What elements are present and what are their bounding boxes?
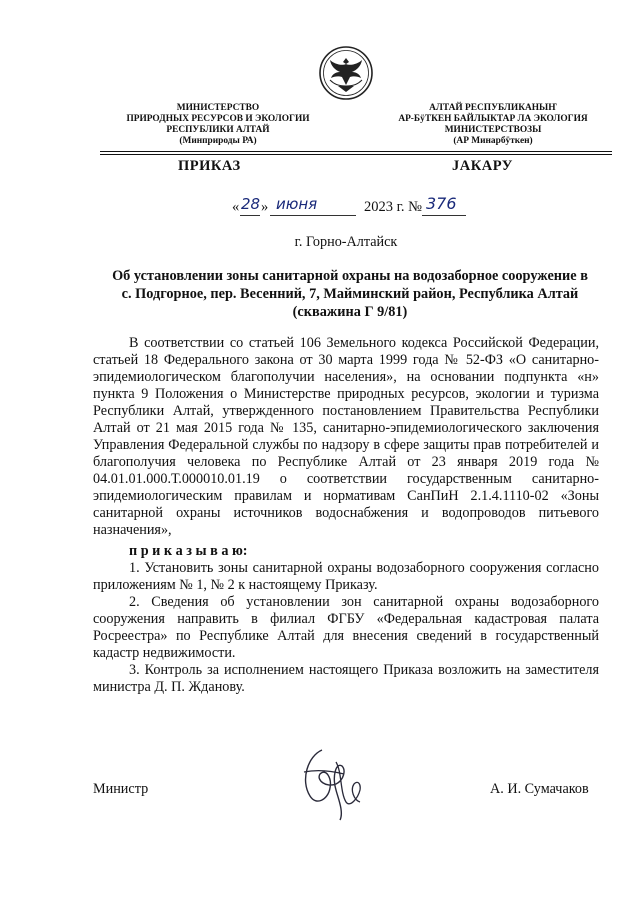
date-year: 2023 г. №: [364, 199, 423, 215]
header-left-line3: РЕСПУБЛИКИ АЛТАЙ: [166, 125, 270, 135]
date-day-underline: [240, 215, 260, 216]
header-right-line3: МИНИСТЕРСТВОЗЫ: [444, 125, 542, 135]
date-open-quote: «: [232, 199, 240, 215]
header-left-line1: МИНИСТЕРСТВО: [176, 103, 260, 113]
title-line2: с. Подгорное, пер. Весенний, 7, Майминский район, Республика Алтай: [121, 286, 579, 302]
date-month: июня: [276, 195, 318, 213]
preamble-paragraph: В соответствии со статьей 106 Земельного кодекса Российской Федерации, статьей 18 Федерального закона от 30 марта 1999 года № 52-ФЗ «О санитарно-эпидемиологическом благополучии населения», на основании подпункта «н» пункта 9 Положения о Министерстве природных ресурсов, экологии и туризма Республики Алтай, утвержденного постановлением Правительства Республики Алтай от 21 мая 2015 года № 135, санитарно-эпидемиологического заключения Управления Федеральной службы по надзору в сфере защиты прав потребителей и благополучия человека по Республике Алтай от 23 января 2019 года № 04.01.01.000.Т.000010.01.19 о соответствии государственным санитарно-эпидемиологическим правилам и нормативам СанПиН 2.1.4.1110-02 «Зоны санитарной охраны источников водоснабжения и водопроводов питьевого назначения»,: [93, 335, 599, 538]
date-close-quote: »: [261, 199, 269, 215]
order-word: п р и к а з ы в а ю:: [129, 543, 248, 559]
signatory-position: Министр: [93, 781, 149, 797]
item-3: 3. Контроль за исполнением настоящего Приказа возложить на заместителя министра Д. П. Жданову.: [93, 662, 599, 695]
date-line: [232, 194, 512, 218]
date-day: 28: [241, 195, 261, 213]
handwritten-signature: [292, 742, 372, 822]
item-1: 1. Установить зоны санитарной охраны водозаборного сооружения согласно приложениям № 1, № 2 к настоящему Приказу.: [93, 560, 599, 593]
coat-of-arms-emblem: [318, 44, 374, 102]
header-left-line4: (Минприроды РА): [179, 136, 257, 146]
signatory-name: А. И. Сумачаков: [490, 781, 589, 797]
title-line3: (скважина Г 9/81): [292, 304, 408, 320]
header-right: [378, 103, 608, 147]
title-line1: Об установлении зоны санитарной охраны на водозаборное сооружение в: [112, 268, 588, 284]
order-number-underline: [422, 215, 466, 216]
document-title: [95, 267, 605, 321]
header-right-line4: (АР Минарбÿткен): [453, 136, 533, 146]
date-month-underline: [270, 215, 356, 216]
header-left: [118, 103, 318, 147]
header-rule-top: [100, 151, 612, 152]
header-right-line2: АР-БÿТКЕН БАЙЛЫКТАР ЛА ЭКОЛОГИЯ: [398, 114, 588, 124]
header-left-line2: ПРИРОДНЫХ РЕСУРСОВ И ЭКОЛОГИИ: [126, 114, 310, 124]
order-title-alt: JАКАРУ: [452, 158, 513, 174]
order-number: 376: [426, 194, 457, 213]
item-2: 2. Сведения об установлении зон санитарной охраны водозаборного сооружения направить в филиал ФГБУ «Федеральная кадастровая палата Росреестра» по Республике Алтай для внесения сведений в государственный кадастр недвижимости.: [93, 594, 599, 661]
header-right-line1: АЛТАЙ РЕСПУБЛИКАНЫҤ: [429, 103, 557, 113]
order-title-ru: ПРИКАЗ: [178, 158, 241, 174]
header-rule-bottom: [100, 154, 612, 155]
city: г. Горно-Алтайск: [294, 234, 398, 250]
